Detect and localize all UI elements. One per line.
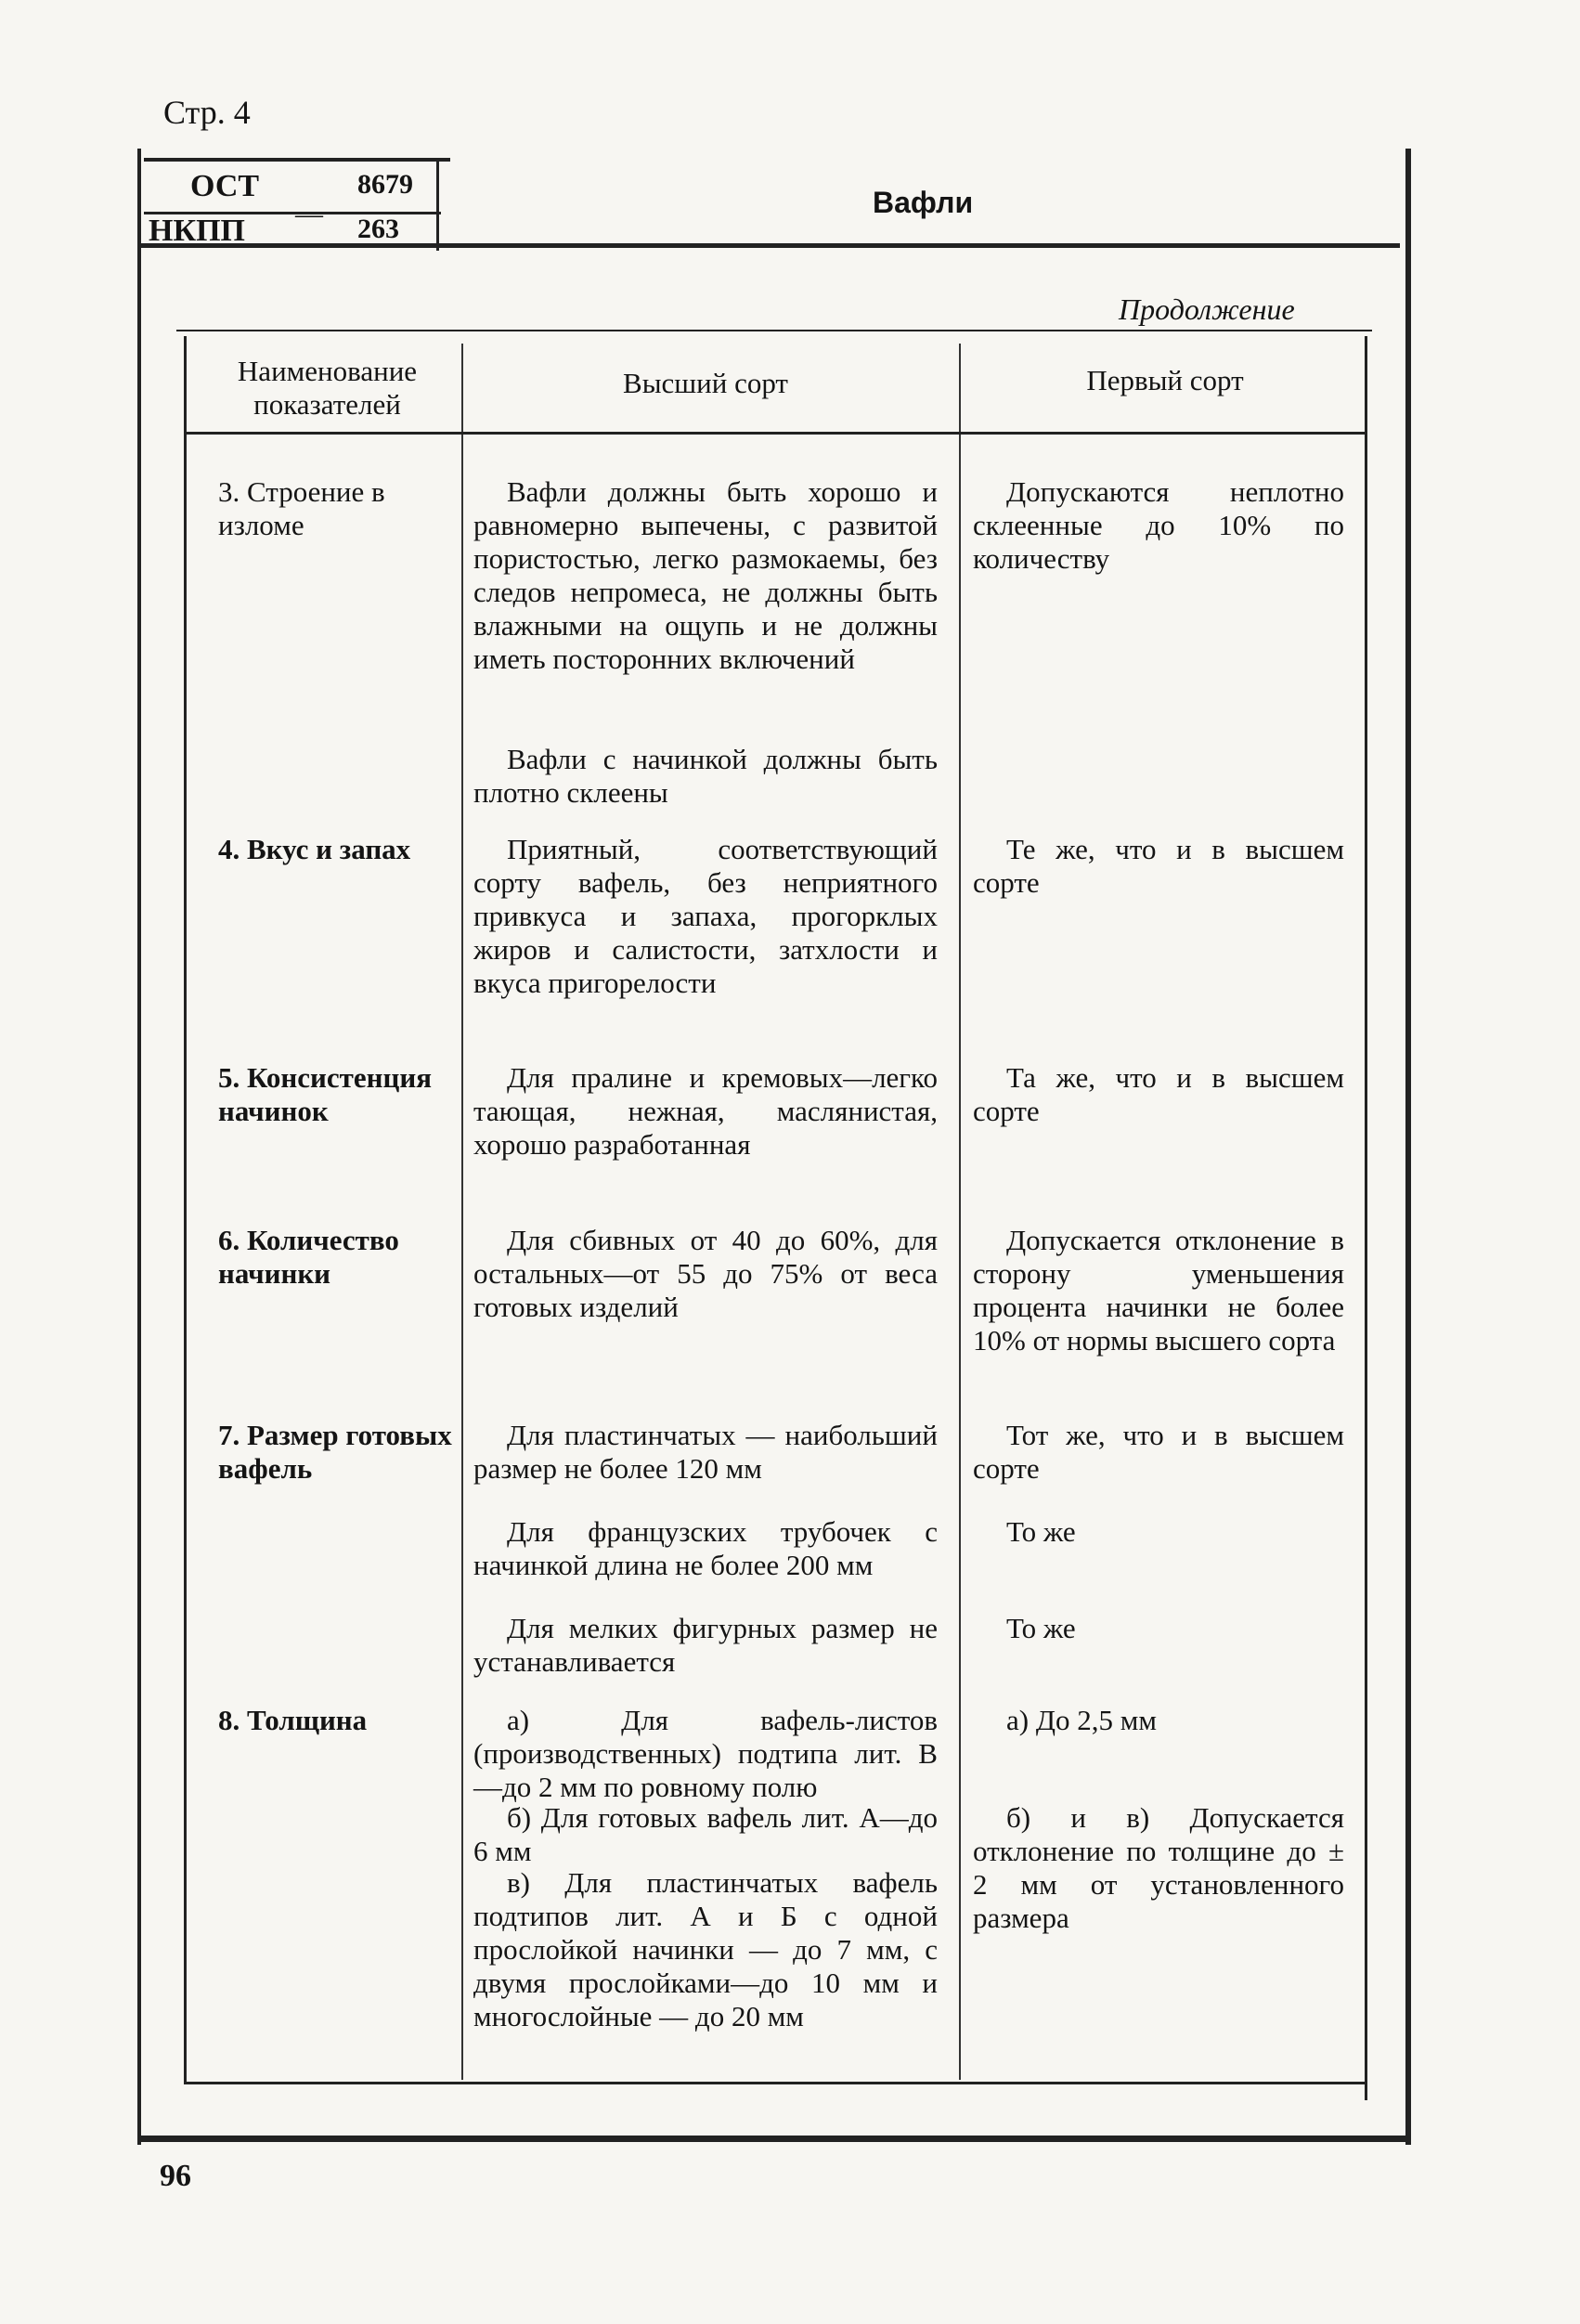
row-7-top-grade-p1: Для пластинчатых — наибольший размер не более 120 мм [473, 1419, 938, 1485]
row-7-top-grade-p3: Для мелких фигурных размер не устанавливается [473, 1612, 938, 1678]
row-8-top-grade-p2: б) Для готовых вафель лит. А—до 6 мм [473, 1801, 938, 1867]
column-header-indicators: Наименование показателей [237, 355, 418, 421]
row-4-first-grade: Те же, что и в высшем сорте [973, 833, 1344, 899]
row-8-top-grade-p1: а) Для вафель-листов (производственных) подтипа лит. В—до 2 мм по ровному полю [473, 1704, 938, 1803]
row-7-first-grade-p3: То же [1006, 1612, 1076, 1644]
page-number: 96 [160, 2159, 191, 2193]
code-block-top-rule [144, 158, 450, 162]
row-3-top-grade-p2: Вафли с начинкой должны быть плотно склеены [473, 743, 938, 809]
row-6-first-grade: Допускается отклонение в сторону уменьшения процента начинки не более 10% от нормы высшего сорта [973, 1224, 1344, 1357]
row-8-first-grade-p2: б) и в) Допускается отклонение по толщине до ± 2 мм от установленного размера [973, 1801, 1344, 1934]
column-header-top-grade: Высший сорт [623, 367, 788, 399]
standard-number-bottom: 263 [357, 214, 399, 244]
row-7-name: 7. Размер готовых вафель [218, 1419, 452, 1485]
standard-ost: ОСТ [190, 169, 260, 203]
standard-number-top: 8679 [357, 169, 413, 200]
column-divider-2 [959, 344, 961, 2080]
frame-bottom-rule [137, 2136, 1409, 2142]
row-6-name: 6. Количество начинки [218, 1224, 399, 1290]
page-label: Стр. 4 [163, 94, 251, 131]
row-7-top-grade-p2: Для французских трубочек с начинкой длина не более 200 мм [473, 1515, 938, 1581]
row-6-top-grade: Для сбивных от 40 до 60%, для остальных—от 55 до 75% от веса готовых изделий [473, 1224, 938, 1323]
row-4-name: 4. Вкус и запах [218, 833, 411, 865]
column-header-first-grade: Первый сорт [1086, 364, 1244, 396]
row-5-top-grade: Для пралине и кремовых—легко тающая, нежная, маслянистая, хорошо разработанная [473, 1061, 938, 1161]
standard-nkpp: НКПП [149, 214, 245, 248]
row-3-name: 3. Строение в изломе [218, 475, 385, 541]
document-title: Вафли [873, 186, 974, 219]
row-7-first-grade-p2: То же [1006, 1515, 1076, 1548]
header-bottom-rule [137, 243, 1400, 248]
row-5-name: 5. Консистенция начинок [218, 1061, 433, 1127]
row-4-top-grade: Приятный, соответствующий сорту вафель, без неприятного привкуса и запаха, прогорклых жиров и салистости, затхлости и вкуса пригорелости [473, 833, 938, 999]
code-block-divider [436, 158, 439, 251]
continuation-rule [176, 330, 1372, 331]
row-7-first-grade-p1: Тот же, что и в высшем сорте [973, 1419, 1344, 1485]
row-8-top-grade-p3: в) Для пластинчатых вафель подтипов лит. А и Б с одной прослойкой начинки — до 7 мм, с двумя прослойками—до 10 мм и многослойные — до 20 мм [473, 1866, 938, 2032]
column-divider-1 [461, 344, 463, 2080]
row-8-first-grade-p1: а) До 2,5 мм [1006, 1704, 1157, 1736]
row-8-name: 8. Толщина [218, 1704, 368, 1736]
row-5-first-grade: Та же, что и в высшем сорте [973, 1061, 1344, 1127]
table-header-rule [184, 432, 1365, 435]
table-bottom-rule [184, 2082, 1365, 2084]
code-dash: — [295, 199, 323, 229]
row-3-first-grade: Допускаются неплотно склеенные до 10% по количеству [973, 475, 1344, 575]
table-left-border [184, 336, 187, 2082]
table-right-border [1365, 336, 1367, 2100]
row-3-top-grade-p1: Вафли должны быть хорошо и равномерно выпечены, с развитой пористостью, легко размокаемы, без следов непромеса, не должны быть влажными на ощупь и не должны иметь посторонних включений [473, 475, 938, 675]
continuation-label: Продолжение [1119, 292, 1295, 326]
